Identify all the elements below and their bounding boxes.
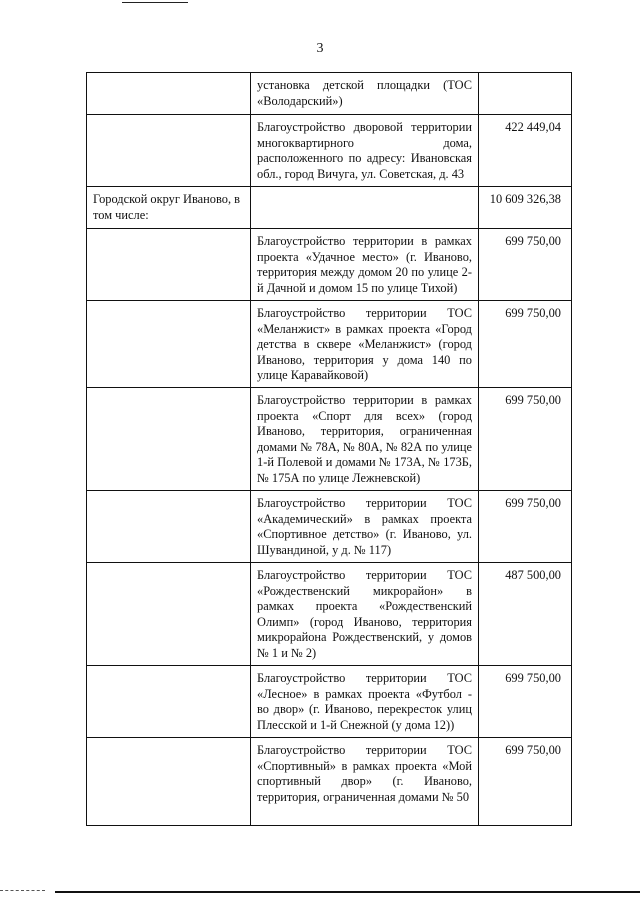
municipality-cell: Городской округ Иваново, в том числе: — [87, 187, 251, 229]
municipality-cell — [87, 666, 251, 738]
amount-cell: 699 750,00 — [479, 738, 572, 826]
table-row — [87, 301, 572, 388]
amount-cell: 10 609 326,38 — [479, 187, 572, 229]
description-cell: Благоустройство дворовой территории многоквартирного дома, расположенного по адресу: Ивановская обл., город Вичуга, ул. Советская, д. 43 — [251, 115, 479, 187]
amount-cell: 699 750,00 — [479, 666, 572, 738]
table-row — [87, 666, 572, 738]
table-row — [87, 388, 572, 491]
amount-cell — [479, 73, 572, 115]
description-cell: Благоустройство территории ТОС «Рождественский микрорайон» в рамках проекта «Рождественский Олимп» (город Иваново, территория микрорайона Рождественский, у домов № 1 и № 2) — [251, 563, 479, 666]
municipality-cell — [87, 388, 251, 491]
description-cell: Благоустройство территории ТОС «Академический» в рамках проекта «Спортивное детство» (г. Иваново, ул. Шувандиной, у д. № 117) — [251, 491, 479, 563]
municipality-cell — [87, 563, 251, 666]
table-row — [87, 738, 572, 826]
page-number: 3 — [316, 41, 324, 56]
bottom-rule — [55, 891, 640, 893]
table-row — [87, 563, 572, 666]
description-cell: установка детской площадки (ТОС «Володарский») — [251, 73, 479, 115]
table-row — [87, 73, 572, 115]
municipality-cell — [87, 738, 251, 826]
description-cell — [251, 187, 479, 229]
funding-table — [86, 72, 572, 826]
municipality-cell — [87, 229, 251, 301]
top-rule — [122, 2, 188, 3]
description-cell: Благоустройство территории в рамках проекта «Удачное место» (г. Иваново, территория между домом 20 по улице 2-й Дачной и домом 15 по улице Тихой) — [251, 229, 479, 301]
table-row — [87, 187, 572, 229]
description-cell: Благоустройство территории ТОС «Лесное» в рамках проекта «Футбол - во двор» (г. Иваново, перекресток улиц Плесской и 1-й Снежной (у дома 12)) — [251, 666, 479, 738]
amount-cell: 699 750,00 — [479, 388, 572, 491]
table-row — [87, 229, 572, 301]
description-cell: Благоустройство территории в рамках проекта «Спорт для всех» (город Иваново, территория, ограниченная домами № 78А, № 80А, № 82А по улице 1-й Полевой и домами № 173А, № 173Б, № 175А по улице Лежневской) — [251, 388, 479, 491]
municipality-cell — [87, 73, 251, 115]
amount-cell: 422 449,04 — [479, 115, 572, 187]
amount-cell: 699 750,00 — [479, 301, 572, 388]
municipality-cell — [87, 301, 251, 388]
municipality-cell — [87, 115, 251, 187]
description-cell: Благоустройство территории ТОС «Спортивный» в рамках проекта «Мой спортивный двор» (г. Иваново, территория, ограниченная домами № 50 — [251, 738, 479, 826]
amount-cell: 699 750,00 — [479, 229, 572, 301]
table-row — [87, 491, 572, 563]
table-row — [87, 115, 572, 187]
amount-cell: 487 500,00 — [479, 563, 572, 666]
municipality-cell — [87, 491, 251, 563]
bottom-dotted-rule — [0, 890, 45, 891]
description-cell: Благоустройство территории ТОС «Меланжист» в рамках проекта «Город детства в сквере «Меланжист» (город Иваново, территория у дома 140 по улице Каравайковой) — [251, 301, 479, 388]
amount-cell: 699 750,00 — [479, 491, 572, 563]
